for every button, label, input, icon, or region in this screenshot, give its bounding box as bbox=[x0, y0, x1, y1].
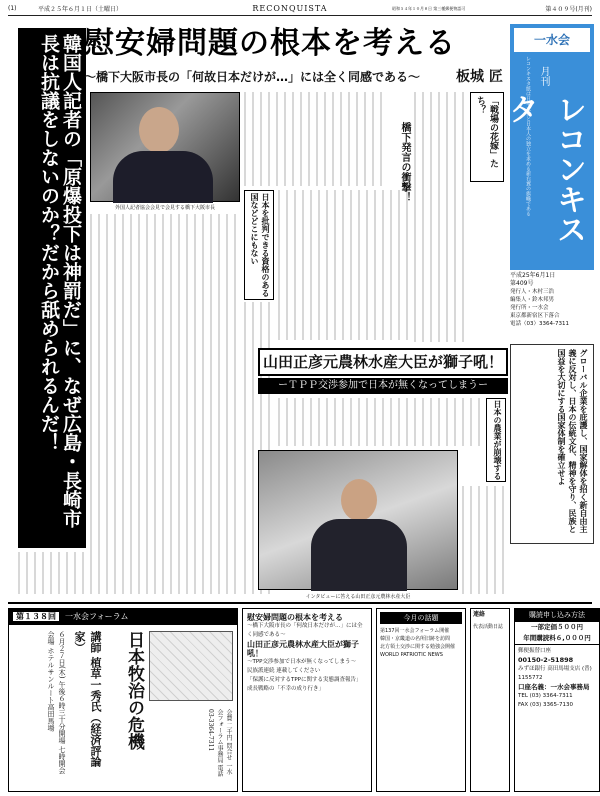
issue-date: 平成２５年６月１日（土曜日） bbox=[38, 6, 123, 13]
account-holder: 口座名義：一水会事務局 bbox=[518, 683, 590, 691]
inset-battlefield-brides: 「戦場の花嫁」たち？ bbox=[470, 92, 504, 182]
office-tel: 電話（03）3364-7311 bbox=[510, 321, 569, 327]
notice-box bbox=[470, 608, 510, 792]
toc-item[interactable]: 「保護に反対するTPPに関する実態調査報告」 bbox=[247, 677, 362, 683]
account-label: 郵便振替口座 bbox=[518, 648, 552, 654]
masthead-kicker: レコンキスタ紙は日本文化と日本人の独立を求める新右翼の旗幟である bbox=[525, 56, 531, 216]
article-text-block bbox=[414, 92, 466, 342]
inset-agriculture: 日本の農業が崩壊する bbox=[486, 398, 506, 482]
masthead-info bbox=[510, 272, 594, 342]
venue-map bbox=[149, 631, 233, 701]
masthead-issue: 第409号 bbox=[510, 280, 534, 287]
top-bar bbox=[8, 2, 592, 16]
article-text-block bbox=[278, 190, 410, 340]
subscription-title: 購読申し込み方法 bbox=[515, 609, 599, 622]
byline: 板城 匠 bbox=[456, 69, 503, 85]
yamada-headline: 山田正彦元農林水産大臣が獅子吼！ bbox=[258, 348, 508, 376]
notice-body: 代表活動日誌 bbox=[473, 624, 504, 630]
toc-item[interactable]: 山田正彦元農林水産大臣が獅子吼！ bbox=[247, 640, 359, 658]
forum-lecturer: 講師 植草一秀氏（経済評論家） bbox=[73, 631, 102, 767]
forum-name: 一水会フォーラム bbox=[65, 612, 129, 621]
publisher: 発行人・木村三浩 bbox=[510, 289, 555, 295]
masthead-date: 平成25年6月1日 bbox=[510, 272, 556, 279]
hashimoto-photo bbox=[90, 92, 240, 202]
main-subheadline: 〜橋下大阪市長の「何故日本だけが…」には全く同感である〜 bbox=[84, 70, 421, 84]
article-text-block bbox=[18, 552, 86, 594]
article-text-block bbox=[244, 92, 384, 186]
issue-number: 第４０９号(月刊) bbox=[545, 6, 592, 13]
yamada-subheadline: ーＴＰＰ交渉参加で日本が無くなってしまうー bbox=[258, 378, 508, 394]
inset-hashimoto-shock: 橋下発言の衝撃！ bbox=[399, 122, 410, 202]
price-annual: 年間購読料６,０００円 bbox=[523, 634, 591, 642]
yamada-photo bbox=[258, 450, 458, 590]
news-item: 韓国・京畿道の名所旧跡を訪問 bbox=[380, 636, 451, 642]
address: 東京都新宿区下落合 bbox=[510, 313, 560, 319]
news-box bbox=[376, 608, 466, 792]
office: 発行所・一水会 bbox=[510, 305, 549, 311]
paper-title: レコンキスタ bbox=[503, 94, 586, 244]
subscription-box bbox=[514, 608, 600, 792]
forum-announcement bbox=[8, 608, 238, 792]
main-headline: 慰安婦問題の根本を考える bbox=[84, 26, 456, 61]
article-text-block bbox=[278, 398, 482, 446]
bottom-section bbox=[8, 602, 592, 792]
table-of-contents bbox=[242, 608, 372, 792]
news-item: 第137回一水会フォーラム開催 bbox=[380, 628, 450, 634]
account-number: 00150-2-51898 bbox=[518, 656, 574, 664]
page-number: (1) bbox=[8, 5, 17, 12]
forum-schedule: ６月２７日(木) 午後６時三十分開場 七時開会 会場 ホテルサンルート高田馬場 bbox=[47, 631, 66, 774]
org-logo: 一水会 bbox=[514, 28, 590, 52]
slogan-box: グローバル企業を庇護し、国家解体を招く新自由主義に反対し、日本の伝統文化、精神を守り、民族と国益を大切にする国家体制を確立せよ bbox=[510, 344, 594, 544]
bank-account: みずほ銀行 高田馬場支店 (普) 1155772 bbox=[518, 666, 592, 681]
toc-item[interactable]: 民族派連続 連載してください bbox=[247, 668, 321, 674]
news-item: 北方領土交渉に関する勉強会開催 bbox=[380, 644, 456, 650]
inset-no-right-to-criticize: 日本を批判できる資格のある国などどこにもない bbox=[244, 190, 274, 300]
toc-item[interactable]: 〜橋下大阪市長の「何故日本だけが…」には全く同感である〜 bbox=[247, 623, 363, 638]
masthead bbox=[503, 24, 594, 270]
news-item: WORLD PATRIOTIC NEWS bbox=[380, 652, 443, 658]
photo1-caption: 外国人記者協会会見で会見する橋下大阪市長 bbox=[114, 205, 215, 211]
article-text-block bbox=[90, 214, 240, 594]
toc-item[interactable]: 成長戦略の「不幸の成り行き」 bbox=[247, 686, 325, 692]
forum-fee: 会費 二千円 問合せ 一水会フォーラム事務局 電話 03-3364-7311 bbox=[207, 709, 232, 777]
subscription-fax: FAX (03) 3365-7130 bbox=[518, 702, 573, 708]
forum-number: 第１３８回 bbox=[13, 612, 59, 621]
article-text-block bbox=[462, 486, 506, 594]
left-vertical-banner: 韓国人記者の「原爆投下は神罰だ」に、なぜ広島・長崎市長は抗議をしないのか？だから舐められるんだ！ bbox=[18, 28, 86, 548]
forum-title: 日本牧治の危機 bbox=[124, 631, 144, 750]
notice-title: 連絡 bbox=[473, 611, 486, 618]
toc-item[interactable]: 慰安婦問題の根本を考える bbox=[247, 613, 343, 622]
news-title: 今月の話題 bbox=[380, 612, 462, 624]
editor: 編集人・鈴木邦男 bbox=[510, 297, 555, 303]
publication-name: RECONQUISTA bbox=[252, 4, 328, 13]
monthly-label: 月刊 bbox=[538, 66, 549, 86]
toc-item[interactable]: 〜TPP交渉参加で日本が無くなってしまう〜 bbox=[247, 659, 356, 665]
photo2-caption: インタビューに答える山田正彦元農林水産大臣 bbox=[305, 594, 411, 600]
subscription-tel: TEL (03) 3364-7311 bbox=[518, 693, 573, 699]
price-single: 一部定価５００円 bbox=[531, 623, 583, 631]
registration-note: 昭和５４年１０月８日 第三種郵便物認可 bbox=[392, 5, 466, 11]
